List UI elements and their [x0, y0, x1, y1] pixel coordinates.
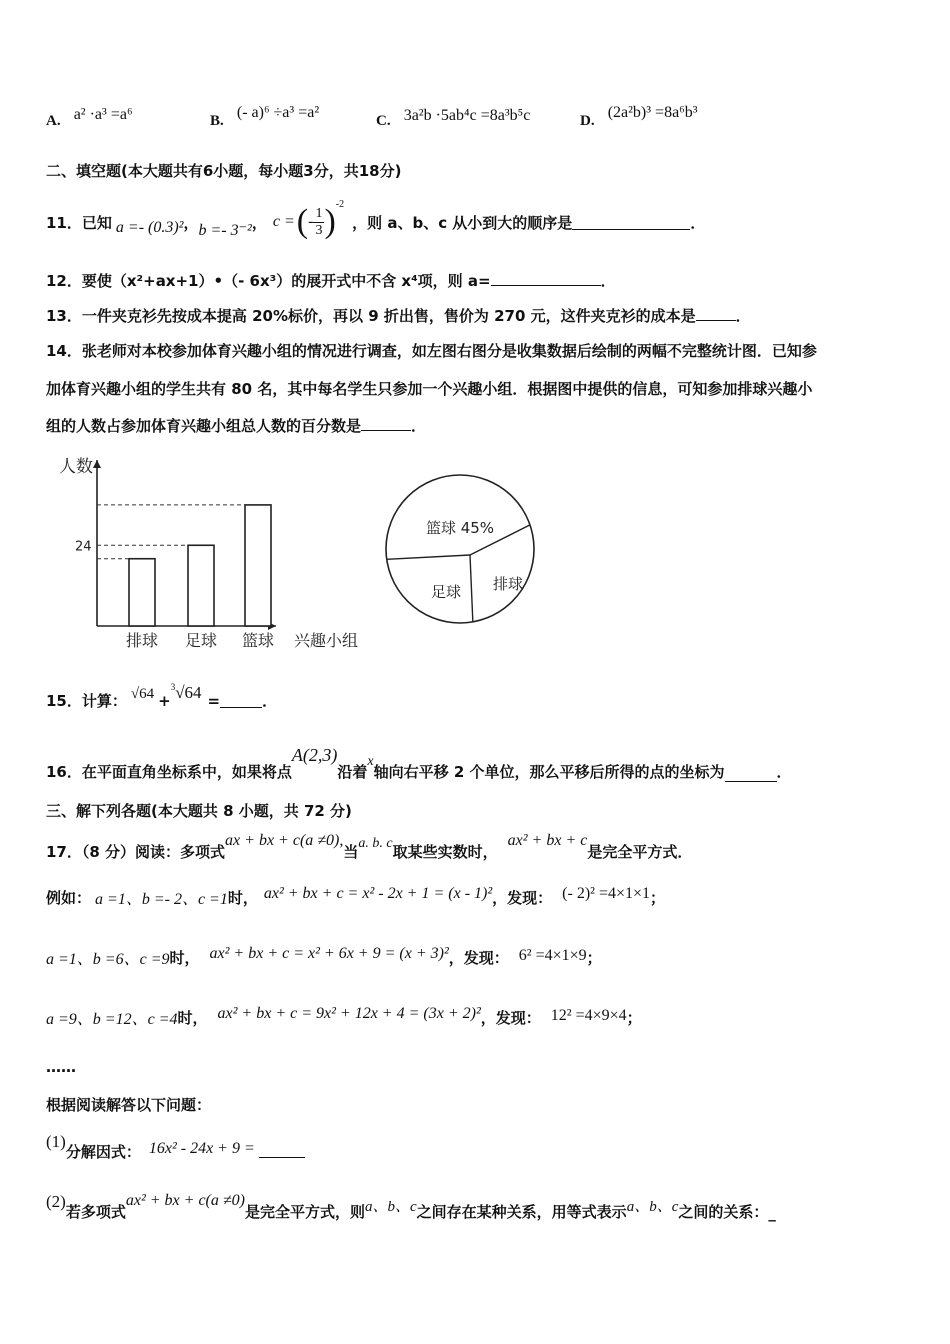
option-label: C. — [376, 113, 391, 129]
example-result: 6² =4×1×9 — [518, 946, 587, 964]
example-equation: ax² + bx + c = x² + 6x + 9 = (x + 3)² — [209, 944, 449, 962]
part-number: (2) — [46, 1192, 66, 1211]
question-text: ； — [650, 889, 666, 907]
bar-篮球 — [245, 505, 271, 626]
pie-label: 排球 — [492, 575, 524, 593]
answer-blank[interactable] — [259, 1143, 305, 1158]
pie-chart — [386, 475, 534, 623]
part-2 — [46, 1186, 776, 1222]
pie-label: 足球 — [430, 583, 462, 601]
fraction-denominator: 3 — [315, 222, 323, 238]
question-lead: 已知 — [81, 213, 112, 232]
question-14-line-1: 14．张老师对本校参加体育兴趣小组的情况进行调查，如左图右图分是收集数据后绘制的两幅不完整统计图．已知参 — [46, 342, 817, 360]
point-a: A(2,3) — [291, 745, 338, 765]
question-17-intro — [46, 826, 692, 862]
question-text: 之间存在某种关系，用等式表示 — [416, 1203, 627, 1221]
x-tick-label: 排球 — [125, 631, 159, 650]
question-text: ； — [586, 949, 602, 967]
question-text: 时， — [169, 949, 200, 967]
bar-chart — [59, 457, 358, 650]
option-label: A. — [46, 113, 61, 129]
bar-排球 — [129, 559, 155, 626]
y-axis-label: 人数 — [59, 457, 93, 477]
quadratic: ax² + bx + c — [507, 832, 588, 849]
part-number: (1) — [46, 1132, 66, 1151]
example-values: a =1、b =- 2、c =1 — [95, 891, 228, 908]
option-expr: 3a²b ·5ab⁴c =8a³b⁵c — [403, 107, 531, 124]
question-text: 之间的关系： — [678, 1203, 769, 1221]
question-text: 当 — [343, 843, 359, 861]
option-a — [46, 106, 133, 130]
expr-b: b =- 3⁻² — [198, 222, 252, 239]
example-lead: 例如： — [46, 889, 92, 907]
question-end: ． — [735, 307, 751, 325]
question-text: 时， — [177, 1009, 208, 1027]
answer-blank[interactable] — [572, 215, 690, 230]
option-expr: a² ·a³ =a⁶ — [73, 106, 133, 123]
answer-blank[interactable] — [220, 693, 262, 708]
axis-var: x — [367, 754, 374, 769]
section-title: 二、填空题(本大题共有6小题，每小题3分，共18分) — [46, 162, 402, 180]
question-end: ． — [411, 417, 427, 435]
option-label: B. — [210, 113, 224, 129]
option-d — [580, 104, 698, 130]
part-vars: a、b、c — [626, 1199, 679, 1215]
plus-sign: + — [158, 691, 171, 710]
expr-a: a =- (0.3)² — [115, 219, 184, 236]
question-13 — [46, 305, 751, 326]
answer-blank[interactable]: _ — [768, 1204, 776, 1222]
example-result: (- 2)² =4×1×1 — [562, 884, 651, 902]
example-result: 12² =4×9×4 — [550, 1006, 627, 1024]
example-equation: ax² + bx + c = 9x² + 12x + 4 = (3x + 2)² — [217, 1004, 481, 1022]
example-values: a =9、b =12、c =4 — [46, 1011, 178, 1028]
example-3 — [46, 1006, 642, 1029]
question-text: 若多项式 — [65, 1203, 126, 1221]
question-text: 是完全平方式． — [587, 843, 693, 861]
question-15 — [46, 681, 278, 711]
option-expr: (2a²b)³ =8a⁶b³ — [607, 104, 698, 121]
question-text: ，发现： — [492, 889, 553, 907]
chart-figure — [40, 448, 600, 658]
polynomial: ax + bx + c(a ≠0), — [225, 832, 344, 849]
question-text: 16．在平面直角坐标系中，如果将点 — [46, 763, 292, 781]
question-text: 12．要使（x²+ax+1）•（- 6x³）的展开式中不含 x⁴项，则 a= — [46, 272, 491, 290]
answer-blank[interactable] — [696, 306, 736, 321]
ellipsis: …… — [46, 1058, 76, 1076]
example-equation: ax² + bx + c = x² - 2x + 1 = (x - 1)² — [263, 884, 493, 902]
fraction — [313, 206, 324, 239]
x-axis-label: 兴趣小组 — [293, 631, 359, 650]
option-expr: (- a)⁶ ÷a³ =a² — [236, 104, 320, 121]
question-number: 15．计算： — [46, 692, 127, 710]
fraction-numerator: 1 — [315, 205, 323, 221]
part-expr: 16x² - 24x + 9 = — [148, 1140, 255, 1157]
cube-root-expr: √64 — [175, 682, 202, 702]
prompt: 根据阅读解答以下问题： — [46, 1096, 212, 1114]
example-values: a =1、b =6、c =9 — [46, 951, 170, 968]
sqrt-expr: √64 — [130, 686, 155, 702]
question-text: ； — [626, 1009, 642, 1027]
bar-足球 — [188, 545, 214, 626]
question-end: ． — [262, 692, 278, 710]
section-title: 三、解下列各题(本大题共 8 小题，共 72 分) — [46, 802, 352, 820]
question-text: 13．一件夹克衫先按成本提高 20%标价，再以 9 折出售，售价为 270 元，这件夹克衫的成本是 — [46, 307, 696, 325]
question-text: 时， — [227, 889, 258, 907]
question-11: 11． 已知 a =- (0.3)² ， b =- 3⁻² ， c = ( - $\frac{1}{3}$ ) -2 ，则 a、b、c 从小到大的顺序是 ． — [46, 198, 706, 240]
expr-c-sign: - — [308, 213, 314, 230]
answer-blank[interactable] — [361, 416, 411, 431]
question-text: 是完全平方式，则 — [244, 1203, 365, 1221]
question-text: ，发现： — [480, 1009, 541, 1027]
x-tick-label: 足球 — [184, 631, 218, 650]
question-text: 轴向右平移 2 个单位，那么平移后所得的点的坐标为 — [373, 763, 725, 781]
option-label: D. — [580, 113, 595, 129]
question-tail: ，则 a、b、c 从小到大的顺序是 — [352, 213, 573, 232]
option-c — [376, 107, 531, 130]
expr-c-lhs: c = — [272, 213, 295, 230]
answer-blank[interactable] — [491, 271, 601, 286]
coefficients: a. b. c — [358, 836, 393, 851]
y-axis-arrow — [93, 460, 101, 468]
example-2 — [46, 946, 602, 969]
question-text: 沿着 — [337, 763, 368, 781]
question-14-line-2: 加体育兴趣小组的学生共有 80 名，其中每名学生只参加一个兴趣小组．根据图中提供的信息，可知参加排球兴趣小 — [46, 380, 813, 398]
x-tick-label: 篮球 — [241, 631, 275, 650]
question-number: 11． — [46, 213, 82, 232]
y-tick-label: 24 — [75, 539, 92, 555]
question-text: 17．（8 分）阅读：多项式 — [46, 843, 226, 861]
example-1 — [46, 886, 665, 909]
question-12 — [46, 270, 616, 291]
question-text: 取某些实数时， — [392, 843, 498, 861]
question-14-line-3 — [46, 415, 426, 436]
expr-c-exponent: -2 — [335, 198, 345, 210]
question-text: 分解因式： — [65, 1143, 141, 1161]
option-b — [210, 104, 320, 130]
question-end: ． — [776, 763, 792, 781]
answer-blank[interactable] — [725, 767, 777, 782]
part-polynomial: ax² + bx + c(a ≠0) — [125, 1192, 245, 1209]
question-16 — [46, 742, 792, 782]
part-vars: a、b、c — [365, 1199, 417, 1215]
cube-root-index: 3 — [170, 681, 176, 692]
part-1 — [46, 1126, 305, 1162]
question-text: ，发现： — [448, 949, 509, 967]
equals-sign: = — [207, 691, 221, 710]
pie-label: 篮球 45% — [425, 519, 495, 537]
question-text: 组的人数占参加体育兴趣小组总人数的百分数是 — [46, 417, 362, 435]
question-end: ． — [600, 272, 616, 290]
